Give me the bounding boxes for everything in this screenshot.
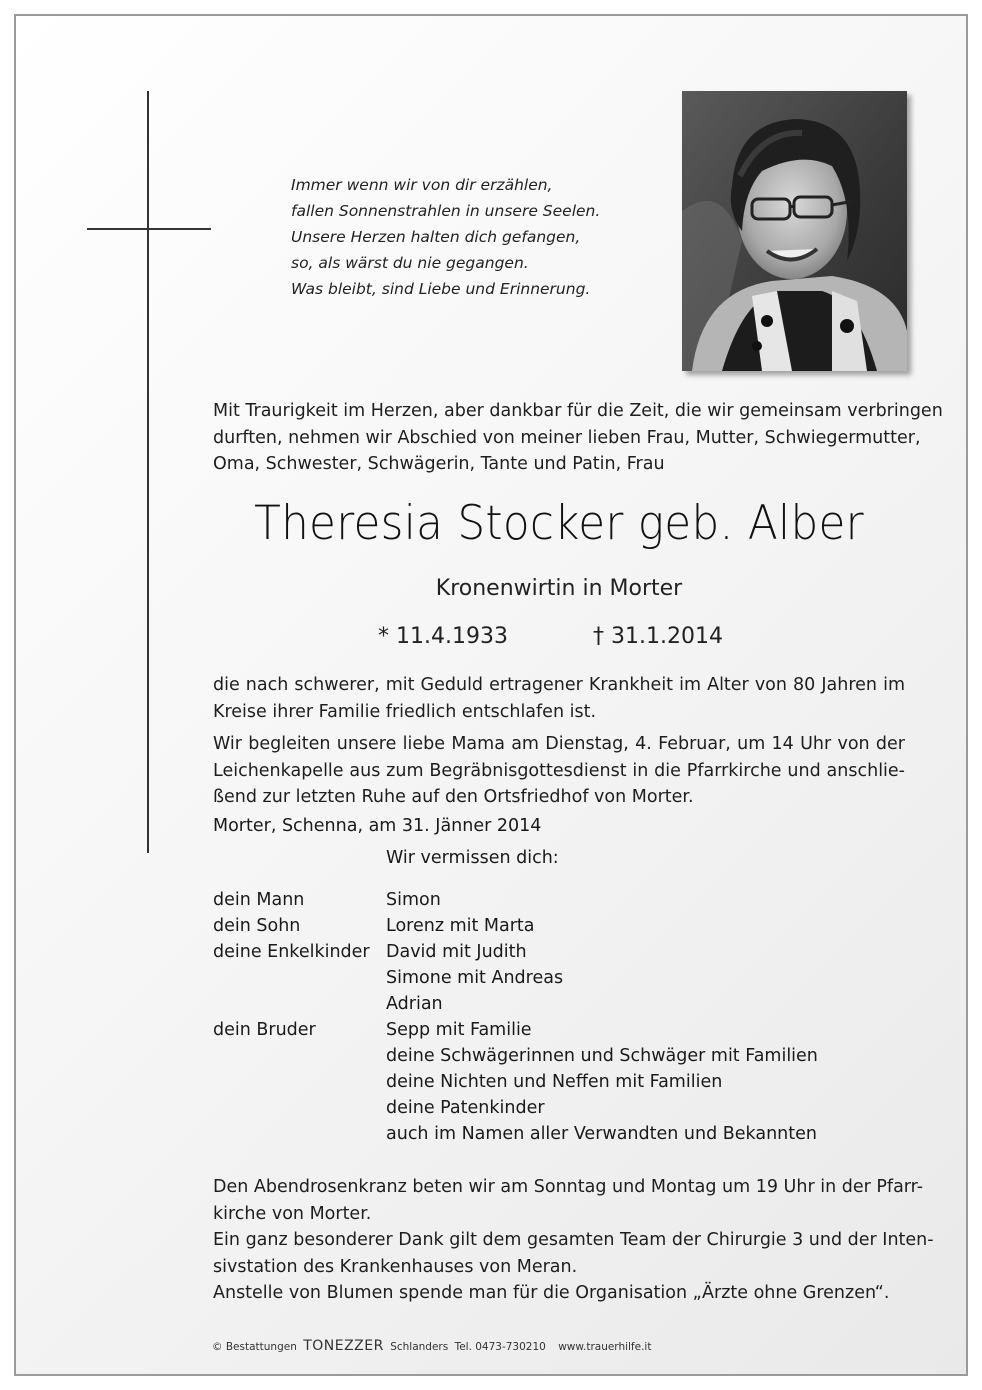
relation-label: dein Bruder <box>213 1020 316 1040</box>
mourner-names: Sepp mit Familie <box>386 1020 532 1040</box>
poem-line: Unsere Herzen halten dich gefangen, <box>291 228 581 246</box>
intro-line: Oma, Schwester, Schwägerin, Tante und Patin, Frau <box>213 454 665 474</box>
passing-paragraph <box>213 672 905 725</box>
mourner-names: Lorenz mit Marta <box>386 916 535 936</box>
footer-town: Schlanders <box>390 1341 449 1353</box>
body-line: Kreise ihrer Familie friedlich entschlafen ist. <box>213 701 597 722</box>
deceased-name: Theresia Stocker geb. Alber <box>254 496 864 551</box>
memorial-poem <box>291 172 671 302</box>
closing-line: Ein ganz besonderer Dank gilt dem gesamten Team der Chirurgie 3 und der Inten- <box>213 1230 934 1250</box>
mourner-names: deine Patenkinder <box>386 1098 545 1118</box>
body-line: die nach schwerer, mit Geduld ertragener Krankheit im Alter von 80 Jahren im <box>213 675 905 695</box>
mourner-names: Adrian <box>386 994 443 1014</box>
closing-line: kirche von Morter. <box>213 1203 372 1224</box>
body-line: Leichenkapelle aus zum Begräbnisgottesdienst in die Pfarrkirche und anschlie- <box>213 760 905 781</box>
closing-notes <box>213 1174 934 1307</box>
mourner-names: David mit Judith <box>386 942 527 962</box>
portrait-illustration <box>682 91 907 371</box>
deceased-title: Kronenwirtin in Morter <box>435 576 683 601</box>
poem-line: so, als wärst du nie gegangen. <box>291 254 529 272</box>
footer-website[interactable]: www.trauerhilfe.it <box>558 1341 652 1353</box>
mourner-names: auch im Namen aller Verwandten und Bekannten <box>386 1124 817 1144</box>
closing-line: Anstelle von Blumen spende man für die Organisation „Ärzte ohne Grenzen“. <box>213 1283 890 1303</box>
mourners-heading: Wir vermissen dich: <box>386 848 559 868</box>
announcement-body <box>213 672 905 817</box>
death-date: † 31.1.2014 <box>593 624 723 649</box>
poem-line: Was bleibt, sind Liebe und Erinnerung. <box>291 280 591 298</box>
intro-line: Mit Traurigkeit im Herzen, aber dankbar für die Zeit, die wir gemeinsam verbringen <box>213 401 943 421</box>
body-line: Wir begleiten unsere liebe Mama am Dienstag, 4. Februar, um 14 Uhr von der <box>213 734 905 754</box>
relation-label: dein Sohn <box>213 916 301 936</box>
footer-phone: Tel. 0473-730210 <box>454 1341 546 1353</box>
relation-label: deine Enkelkinder <box>213 942 370 962</box>
intro-paragraph <box>213 398 943 484</box>
footer-credit <box>212 1338 654 1354</box>
mourner-names: Simone mit Andreas <box>386 968 564 988</box>
closing-line: Den Abendrosenkranz beten wir am Sonntag und Montag um 19 Uhr in der Pfarr- <box>213 1177 924 1197</box>
mourner-names: deine Schwägerinnen und Schwäger mit Familien <box>386 1046 818 1066</box>
birth-date: * 11.4.1933 <box>378 624 508 649</box>
body-line: ßend zur letzten Ruhe auf den Ortsfriedhof von Morter. <box>213 787 694 807</box>
mourner-names: Simon <box>386 890 441 910</box>
relation-label: dein Mann <box>213 890 305 910</box>
funeral-paragraph <box>213 731 905 811</box>
mourner-names: deine Nichten und Neffen mit Familien <box>386 1072 723 1092</box>
poem-line: fallen Sonnenstrahlen in unsere Seelen. <box>291 202 601 220</box>
footer-brand: TONEZZER <box>303 1338 384 1354</box>
intro-line: durften, nehmen wir Abschied von meiner lieben Frau, Mutter, Schwiegermutter, <box>213 427 921 448</box>
footer-copyright: © Bestattungen <box>212 1341 297 1353</box>
cross-horizontal-bar <box>87 228 211 230</box>
place-and-date: Morter, Schenna, am 31. Jänner 2014 <box>213 816 542 836</box>
portrait-photo <box>682 91 907 371</box>
poem-line: Immer wenn wir von dir erzählen, <box>291 176 553 194</box>
closing-line: sivstation des Krankenhauses von Meran. <box>213 1256 578 1277</box>
cross-vertical-bar <box>147 91 149 853</box>
